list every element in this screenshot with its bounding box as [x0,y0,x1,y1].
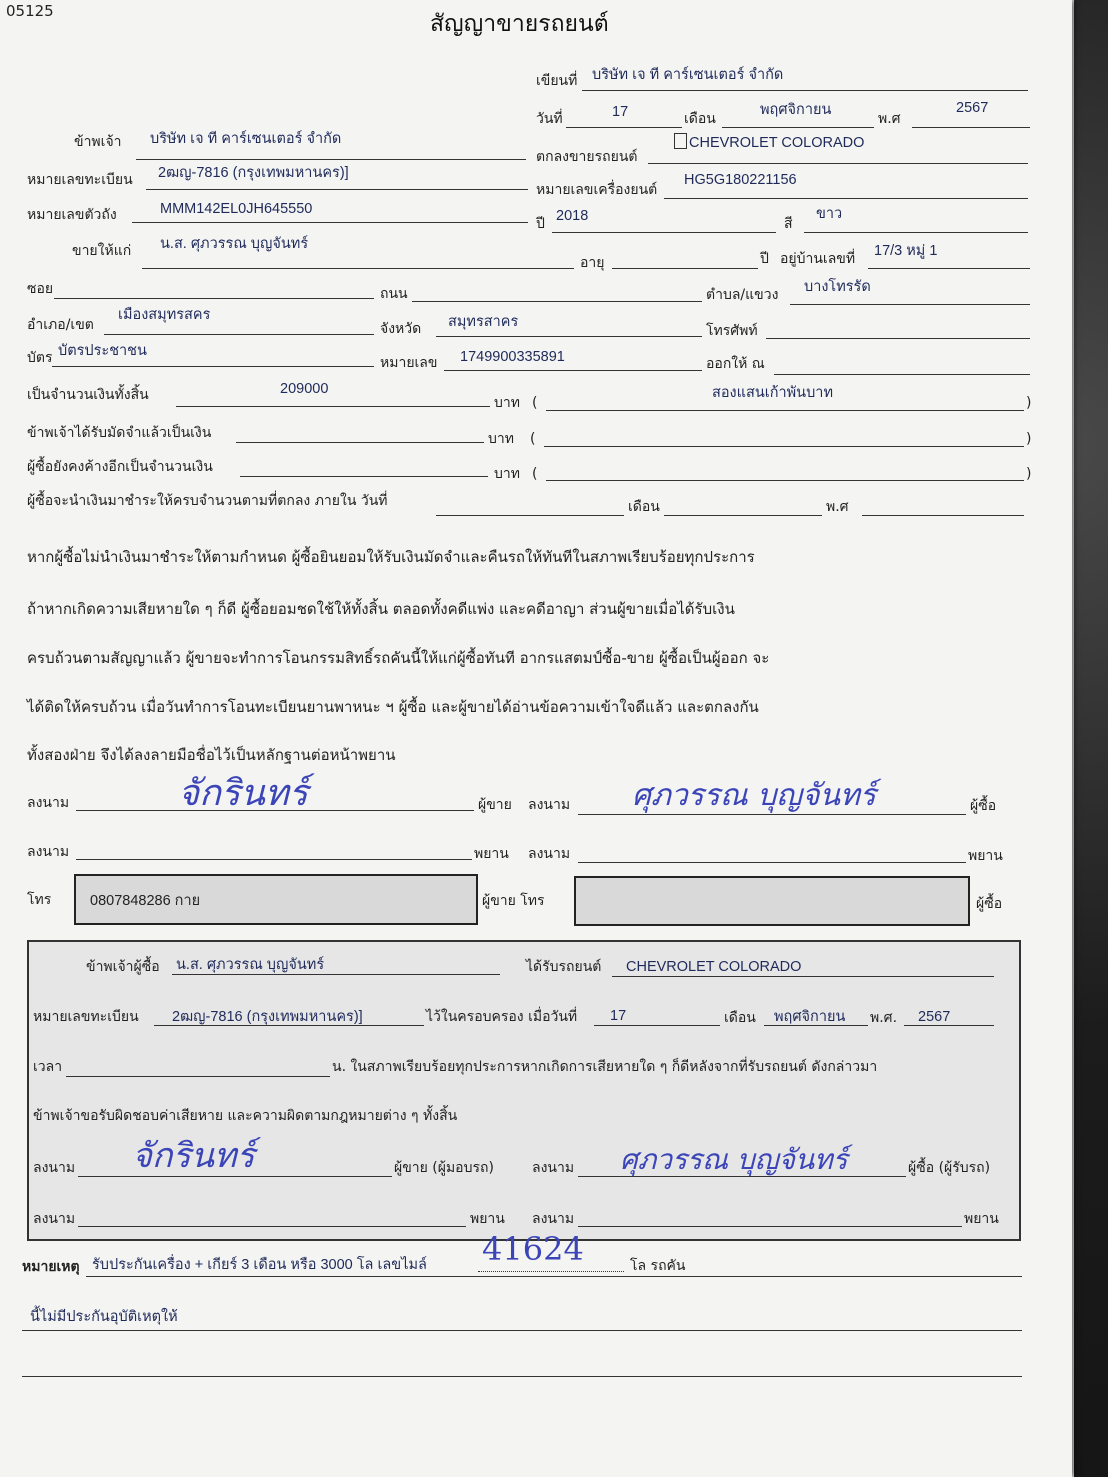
receipt-buyer-sign-label: ลงนาม [532,1160,575,1176]
reg-value: 2ฒญ-7816 (กรุงเทพมหานคร)] [158,165,349,181]
reg-label: หมายเลขทะเบียน [27,172,133,188]
deposit-close-paren: ) [1026,431,1032,447]
terms-line-4: ได้ติดให้ครบถ้วน เมื่อวันทำการโอนทะเบียนยานพาหนะ ฯ ผู้ซื้อ และผู้ขายได้อ่านข้อความเข้าใจดีแล้ว และตกลงกัน [27,698,759,716]
mileage-handwritten: 41624 [482,1230,584,1268]
seller-role: ผู้ขาย [478,797,512,813]
issued-label: ออกให้ ณ [706,356,765,372]
card-type-line [52,366,374,367]
written-at-label: เขียนที่ [536,73,578,89]
document-title: สัญญาขายรถยนต์ [430,11,609,37]
age-unit: ปี [760,251,769,267]
phone-label: โทรศัพท์ [706,323,758,339]
seller-phone-box [74,874,478,925]
card-type-value: บัตรประชาชน [58,343,147,359]
sell-to-label: ขายให้แก่ [72,243,132,259]
buyer-phone-box [574,876,970,926]
card-no-value: 1749900335891 [460,349,565,365]
year-value: 2567 [956,100,989,116]
total-line [176,406,490,407]
receipt-witness2-role: พยาน [964,1211,999,1227]
road-label: ถนน [380,286,408,302]
receipt-witness1-role: พยาน [470,1211,505,1227]
receipt-received-label: ได้รับรถยนต์ [526,959,602,975]
agree-label: ตกลงขายรถยนต์ [536,149,638,165]
chassis-line [132,222,528,223]
remarks-line2-text: นี้ไม่มีประกันอุบัติเหตุให้ [30,1309,178,1325]
witness1-line [76,859,472,860]
subdistrict-value: บางโทรรัด [804,279,871,295]
reg-line [146,189,528,190]
buyer-role: ผู้ซื้อ [970,798,997,814]
total-label: เป็นจำนวนเงินทั้งสิ้น [27,387,149,403]
receipt-seller-role: ผู้ขาย (ผู้มอบรถ) [394,1160,494,1176]
remain-label: ผู้ซื้อยังคงค้างอีกเป็นจำนวนเงิน [27,459,213,475]
buyer-phone-role: ผู้ซื้อ [976,896,1003,912]
district-label: อำเภอ/เขต [27,317,94,333]
day-line [566,127,682,128]
receipt-month: พฤศจิกายน [774,1009,846,1025]
age-line [612,268,758,269]
receipt-buyer-line [172,974,500,975]
receipt-reg-value: 2ฒญ-7816 (กรุงเทพมหานคร)] [172,1009,363,1025]
receipt-year: 2567 [918,1009,951,1025]
deposit-baht: บาท [488,431,514,447]
buyer-line [142,268,574,269]
total-baht: บาท [494,395,520,411]
terms-line-1: หากผู้ซื้อไม่นำเงินมาชำระให้ตามกำหนด ผู้ซื้อยินยอมให้รับเงินมัดจำและคืนรถให้ทันทีในสภาพเรียบร้อยทุกประการ [27,548,755,566]
deposit-label: ข้าพเจ้าได้รับมัดจำแล้วเป็นเงิน [27,425,212,441]
receipt-buyer-name: น.ส. ศุภวรรณ บุญจันทร์ [176,957,325,973]
car-model-line [648,163,1028,164]
house-label: อยู่บ้านเลขที่ [780,251,856,267]
total-text: สองแสนเก้าพันบาท [712,385,833,401]
day-value: 17 [612,104,629,120]
receipt-seller-sign-label: ลงนาม [33,1160,76,1176]
deposit-line [236,442,484,443]
remarks-label: หมายเหตุ [22,1259,80,1275]
month-value: พฤศจิกายน [760,102,832,118]
car-model-text: CHEVROLET COLORADO [689,135,865,151]
total-value: 209000 [280,381,329,397]
receipt-witness1-sign-label: ลงนาม [33,1211,76,1227]
receipt-reg-label: หมายเลขทะเบียน [33,1009,139,1025]
total-text-line [546,410,1024,411]
seller-phone-role: ผู้ขาย โทร [482,893,545,909]
seller-line [136,159,526,160]
seller-phone-value: 0807848286 กาย [90,893,201,909]
seller-phone-label: โทร [27,892,52,908]
vehicle-year-label: ปี [536,216,545,232]
remarks-suffix: โล รถคัน [630,1258,686,1274]
subdistrict-line [790,304,1030,305]
due-month-line [664,515,822,516]
receipt-day-line [594,1025,720,1026]
receipt-seller-signature: จักรินทร์ [132,1136,255,1176]
receipt-witness1-line [78,1226,466,1227]
chassis-label: หมายเลขตัวถัง [27,207,117,223]
terms-line-5: ทั้งสองฝ่าย จึงได้ลงลายมือชื่อไว้เป็นหลักฐานต่อหน้าพยาน [27,746,396,764]
witness1-sign-label: ลงนาม [27,844,70,860]
age-label: อายุ [580,255,605,271]
seller-sign-label: ลงนาม [27,795,70,811]
district-value: เมืองสมุทรสคร [118,307,211,323]
due-year-label: พ.ศ [826,499,849,515]
total-open-paren: ( [532,395,538,411]
color-value: ขาว [816,206,843,222]
receipt-buyer-role: ผู้ซื้อ (ผู้รับรถ) [908,1160,991,1176]
card-label: บัตร [27,350,53,366]
year-label: พ.ศ [878,111,901,127]
due-month-label: เดือน [628,499,660,515]
deposit-text-line [544,446,1024,447]
engine-value: HG5G180221156 [684,172,797,188]
color-line [804,232,1028,233]
witness2-role: พยาน [968,848,1003,864]
deposit-open-paren: ( [530,431,536,447]
issued-line [774,374,1030,375]
district-line [104,334,374,335]
subdistrict-label: ตำบล/แขวง [706,287,779,303]
buyer-sign-label: ลงนาม [528,797,571,813]
terms-line-2: ถ้าหากเกิดความเสียหายใด ๆ ก็ดี ผู้ซื้อยอมชดใช้ให้ทั้งสิ้น ตลอดทั้งคดีแพ่ง และคดีอาญา ส่วนผู้ขายเมื่อได้รับเงิน [27,600,735,618]
receipt-panel [27,940,1021,1241]
house-line [868,268,1030,269]
written-at-value: บริษัท เจ ที คาร์เซนเตอร์ จำกัด [592,67,784,83]
witness2-line [578,862,966,863]
witness1-role: พยาน [474,846,509,862]
province-label: จังหวัด [380,321,422,337]
due-day-line [436,515,624,516]
due-year-line [862,515,1024,516]
soi-line [54,298,374,299]
buyer-name: น.ส. ศุภวรรณ บุญจันทร์ [160,236,309,252]
phone-line [766,338,1030,339]
vehicle-year-line [552,232,776,233]
receipt-buyer-label: ข้าพเจ้าผู้ซื้อ [86,959,160,975]
receipt-car-model: CHEVROLET COLORADO [626,959,802,975]
receipt-day: 17 [610,1008,627,1024]
receipt-possession-label: ไว้ในครอบครอง เมื่อวันที่ [426,1009,578,1025]
vehicle-year-value: 2018 [556,208,589,224]
seller-label: ข้าพเจ้า [74,134,122,150]
receipt-buyer-signature: ศุภวรรณ บุญจันทร์ [620,1143,848,1176]
engine-label: หมายเลขเครื่องยนต์ [536,182,658,198]
house-value: 17/3 หมู่ 1 [874,243,938,259]
remarks-line-3 [22,1376,1022,1377]
color-label: สี [784,216,793,232]
witness2-sign-label: ลงนาม [528,846,571,862]
province-line [436,336,702,337]
remarks-line [86,1276,1022,1277]
receipt-condition: น. ในสภาพเรียบร้อยทุกประการหากเกิดการเสียหายใด ๆ ก็ดีหลังจากที่รับรถยนต์ ดังกล่าวมา [332,1059,878,1075]
month-line [722,127,874,128]
receipt-time-line [66,1076,330,1077]
remain-text-line [546,480,1024,481]
written-at-line [582,90,1028,91]
doc-number: 05125 [6,2,54,20]
engine-line [664,198,1028,199]
car-model-value [674,133,864,152]
seller-signature: จักรินทร์ [178,773,308,814]
receipt-year-label: พ.ศ. [870,1010,898,1026]
receipt-time-label: เวลา [33,1059,63,1075]
remarks-text: รับประกันเครื่อง + เกียร์ 3 เดือน หรือ 3000 โล เลขไมล์ [92,1257,427,1273]
receipt-responsibility: ข้าพเจ้าขอรับผิดชอบค่าเสียหาย และความผิดตามกฎหมายต่าง ๆ ทั้งสิ้น [33,1108,458,1124]
remain-close-paren: ) [1026,466,1032,482]
mileage-dotted-line [478,1271,624,1272]
receipt-car-line [612,976,994,977]
seller-name: บริษัท เจ ที คาร์เซนเตอร์ จำกัด [150,131,342,147]
receipt-witness2-sign-label: ลงนาม [532,1211,575,1227]
receipt-witness2-line [578,1226,962,1227]
year-line [912,127,1030,128]
soi-label: ซอย [27,281,54,297]
road-line [412,301,702,302]
total-close-paren: ) [1026,395,1032,411]
province-value: สมุทรสาคร [448,314,519,330]
remain-baht: บาท [494,466,520,482]
remarks-line-2 [22,1330,1022,1331]
month-label: เดือน [684,111,716,127]
buyer-signature: ศุภวรรณ บุญจันทร์ [632,778,876,813]
remain-line [240,476,488,477]
due-label: ผู้ซื้อจะนำเงินมาชำระให้ครบจำนวนตามที่ตกลง ภายใน วันที่ [27,493,388,509]
checkbox-icon [674,133,687,149]
chassis-value: MMM142EL0JH645550 [160,201,313,217]
card-no-line [444,370,702,371]
receipt-month-label: เดือน [724,1010,756,1026]
remain-open-paren: ( [532,466,538,482]
card-no-label: หมายเลข [380,355,438,371]
date-label: วันที่ [536,111,563,127]
terms-line-3: ครบถ้วนตามสัญญาแล้ว ผู้ขายจะทำการโอนกรรมสิทธิ์รถคันนี้ให้แก่ผู้ซื้อทันที อากรแสตมป์ซื้อ-ขาย ผู้ซื้อเป็นผู้ออก จะ [27,649,770,667]
